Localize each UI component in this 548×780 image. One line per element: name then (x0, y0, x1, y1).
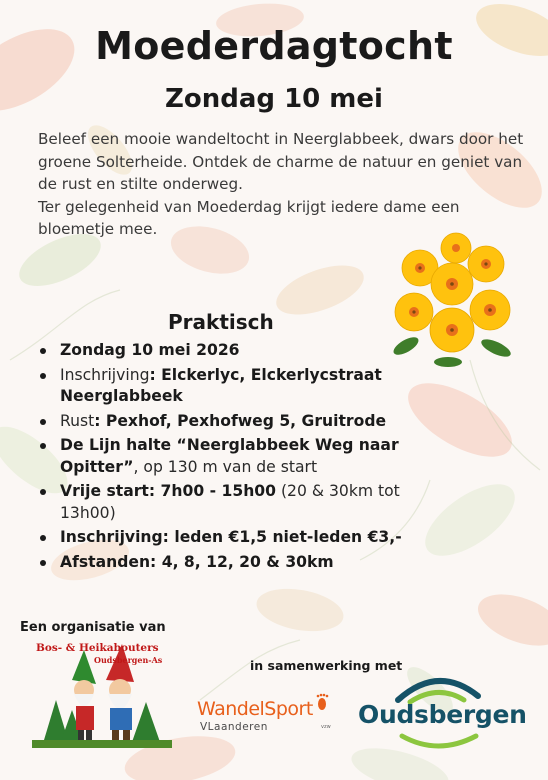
page-title: Moederdagtocht (95, 24, 453, 68)
start-time: Vrije start: 7h00 - 15h00 (60, 482, 277, 500)
event-date-heading: Zondag 10 mei (165, 84, 383, 114)
list-item (38, 340, 418, 362)
list-item (38, 365, 418, 408)
rest-location: : Pexhof, Pexhofweg 5, Gruitrode (94, 411, 387, 430)
registration-label: Inschrijving (60, 365, 150, 384)
oudsbergen-name: Oudsbergen (358, 700, 527, 729)
bus-stop: De Lijn halte “Neerglabbeek Weg naar Opitter” (60, 436, 399, 476)
distances: Afstanden: 4, 8, 12, 20 & 30km (60, 552, 334, 571)
partner-label: in samenwerking met (250, 658, 403, 673)
list-item (38, 527, 418, 549)
event-date: Zondag 10 mei 2026 (60, 341, 240, 359)
list-item (38, 481, 418, 524)
intro-paragraph: Ter gelegenheid van Moederdag krijgt iedere dame een bloemetje mee. (38, 197, 460, 238)
practical-info-list (38, 340, 418, 576)
organizer-name: Bos- & Heikabouters (36, 642, 159, 654)
list-item (38, 411, 418, 433)
list-item (38, 552, 418, 574)
wandelsport-name: WandelSport (197, 698, 313, 720)
wandelsport-region: VLaanderen (200, 721, 268, 733)
start-note: (20 & 30km tot 13h00) (60, 482, 400, 522)
rest-label: Rust (60, 411, 95, 430)
bus-distance: , op 130 m van de start (133, 457, 318, 476)
section-title-praktisch: Praktisch (168, 310, 274, 334)
registration-location: : Elckerlyc, Elckerlycstraat Neerglabbeek (60, 365, 382, 405)
registration-price: Inschrijving: leden €1,5 niet-leden €3,- (60, 528, 402, 546)
wandelsport-vzw: vzw (321, 724, 331, 730)
intro-text (38, 128, 528, 241)
list-item (38, 435, 418, 478)
intro-paragraph: Beleef een mooie wandeltocht in Neerglabbeek, dwars door het groene Solterheide. Ontdek de charme de natuur en geniet van de rust en stilte onderweg. (38, 130, 524, 193)
organizer-subname: Oudsbergen-As (94, 655, 163, 665)
organizer-label: Een organisatie van (20, 620, 166, 635)
